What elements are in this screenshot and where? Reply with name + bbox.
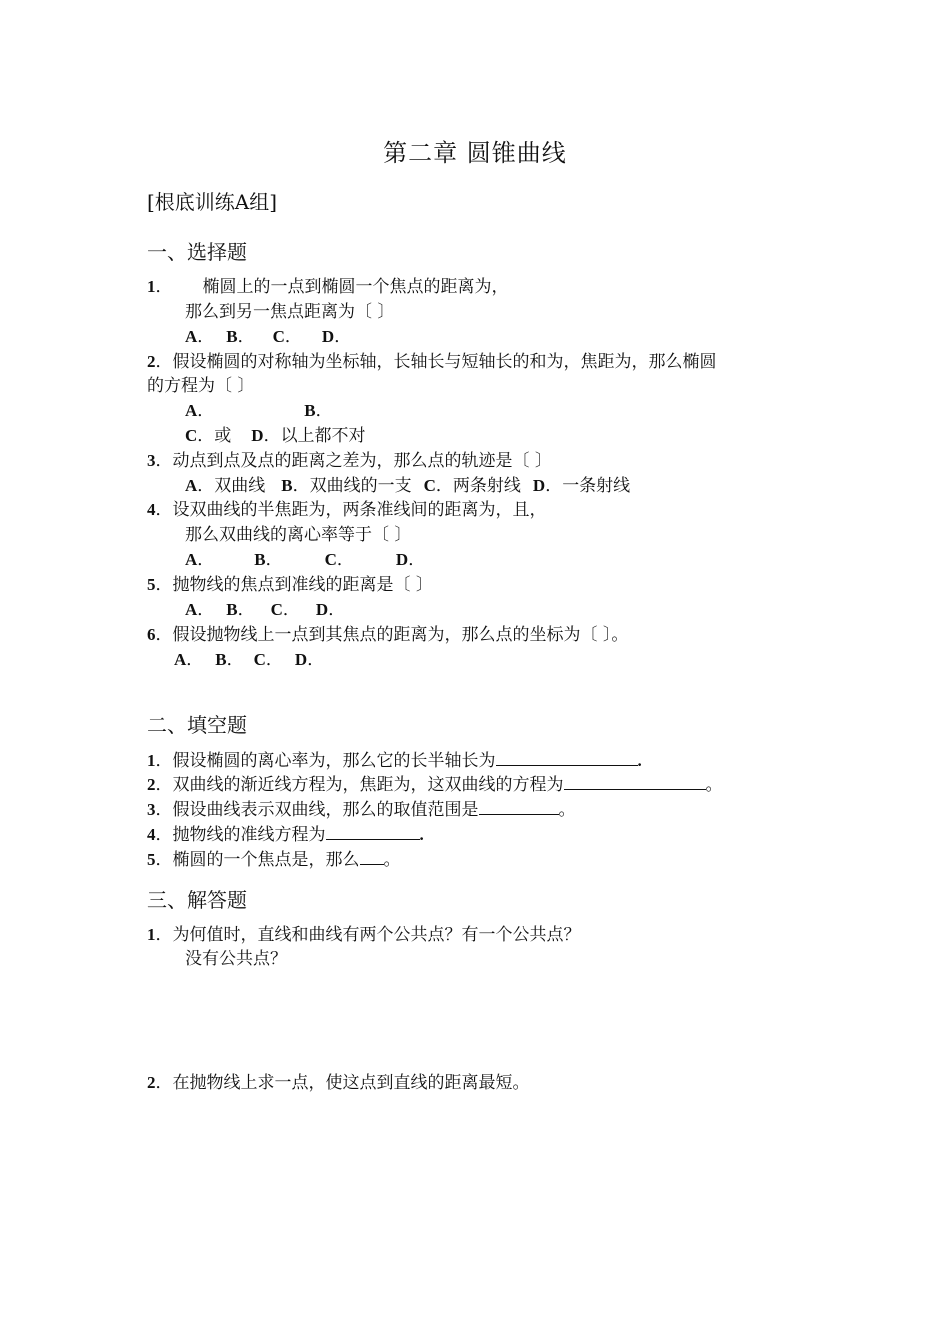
- question-text: 抛物线的焦点到准线的距离是〔 〕: [172, 575, 433, 595]
- choice-q3: 3．动点到点及点的距离之差为，那么点的轨迹是〔 〕: [147, 451, 552, 471]
- question-text: 动点到点及点的距离之差为，那么点的轨迹是〔 〕: [172, 451, 552, 471]
- answer-blank[interactable]: [496, 749, 638, 766]
- fill-q4: 4．抛物线的准线方程为 .: [147, 825, 424, 845]
- choice-q2: 2．假设椭圆的对称轴为坐标轴，长轴长与短轴长的和为，焦距为，那么椭圆: [147, 352, 717, 372]
- question-text: 假设椭圆的对称轴为坐标轴，长轴长与短轴长的和为，焦距为，那么椭圆: [172, 352, 717, 372]
- choice-q5: 5．抛物线的焦点到准线的距离是〔 〕: [147, 575, 433, 595]
- fill-q3: 3．假设曲线表示双曲线，那么的取值范围是 。: [147, 800, 576, 820]
- choice-q1-options: A． B． C． D．: [185, 327, 352, 347]
- question-text: 假设抛物线上一点到其焦点的距离为，那么点的坐标为〔 〕。: [172, 625, 629, 645]
- fill-q2: 2．双曲线的渐近线方程为，焦距为，这双曲线的方程为 。: [147, 775, 723, 795]
- answer-blank[interactable]: [479, 798, 559, 815]
- section-heading-answer: 三、解答题: [147, 888, 247, 912]
- answer-q1: 1．为何值时，直线和曲线有两个公共点？有一个公共点？: [147, 925, 581, 945]
- answer-blank[interactable]: [360, 848, 384, 865]
- choice-q1: 1． 椭圆上的一点到椭圆一个焦点的距离为，: [147, 277, 509, 297]
- choice-q6: 6．假设抛物线上一点到其焦点的距离为，那么点的坐标为〔 〕。: [147, 625, 629, 645]
- section-heading-choice: 一、选择题: [147, 240, 247, 264]
- choice-q3-options: A．双曲线 B．双曲线的一支 C．两条射线 D．一条射线: [185, 476, 631, 496]
- choice-q2-cont: 的方程为〔 〕: [147, 376, 255, 396]
- question-text: 设双曲线的半焦距为，两条准线间的距离为，且，: [172, 500, 547, 520]
- choice-q6-options: A． B． C． D．: [174, 650, 325, 670]
- choice-q4-options: A． B． C． D．: [185, 550, 426, 570]
- choice-q2-options-cd: C．或 D．以上都不对: [185, 426, 366, 446]
- choice-q1-cont: 那么到另一焦点距离为〔 〕: [185, 302, 395, 322]
- group-label: [根底训练A组]: [147, 190, 278, 214]
- chapter-title: 第二章 圆锥曲线: [383, 139, 567, 167]
- choice-q4: 4．设双曲线的半焦距为，两条准线间的距离为，且，: [147, 500, 547, 520]
- answer-blank[interactable]: [564, 773, 706, 790]
- question-number: 1: [147, 277, 156, 296]
- choice-q4-cont: 那么双曲线的离心率等于〔 〕: [185, 525, 412, 545]
- answer-q1-cont: 没有公共点？: [185, 949, 287, 969]
- choice-q5-options: A． B． C． D．: [185, 600, 346, 620]
- fill-q1: 1．假设椭圆的离心率为，那么它的长半轴长为 .: [147, 751, 642, 771]
- answer-blank[interactable]: [326, 823, 420, 840]
- question-text: 椭圆上的一点到椭圆一个焦点的距离为，: [202, 277, 509, 297]
- answer-q2: 2．在抛物线上求一点，使这点到直线的距离最短。: [147, 1073, 530, 1093]
- choice-q2-options-ab: A． B．: [185, 401, 333, 421]
- fill-q5: 5．椭圆的一个焦点是，那么 。: [147, 850, 401, 870]
- section-heading-fill: 二、填空题: [147, 713, 247, 737]
